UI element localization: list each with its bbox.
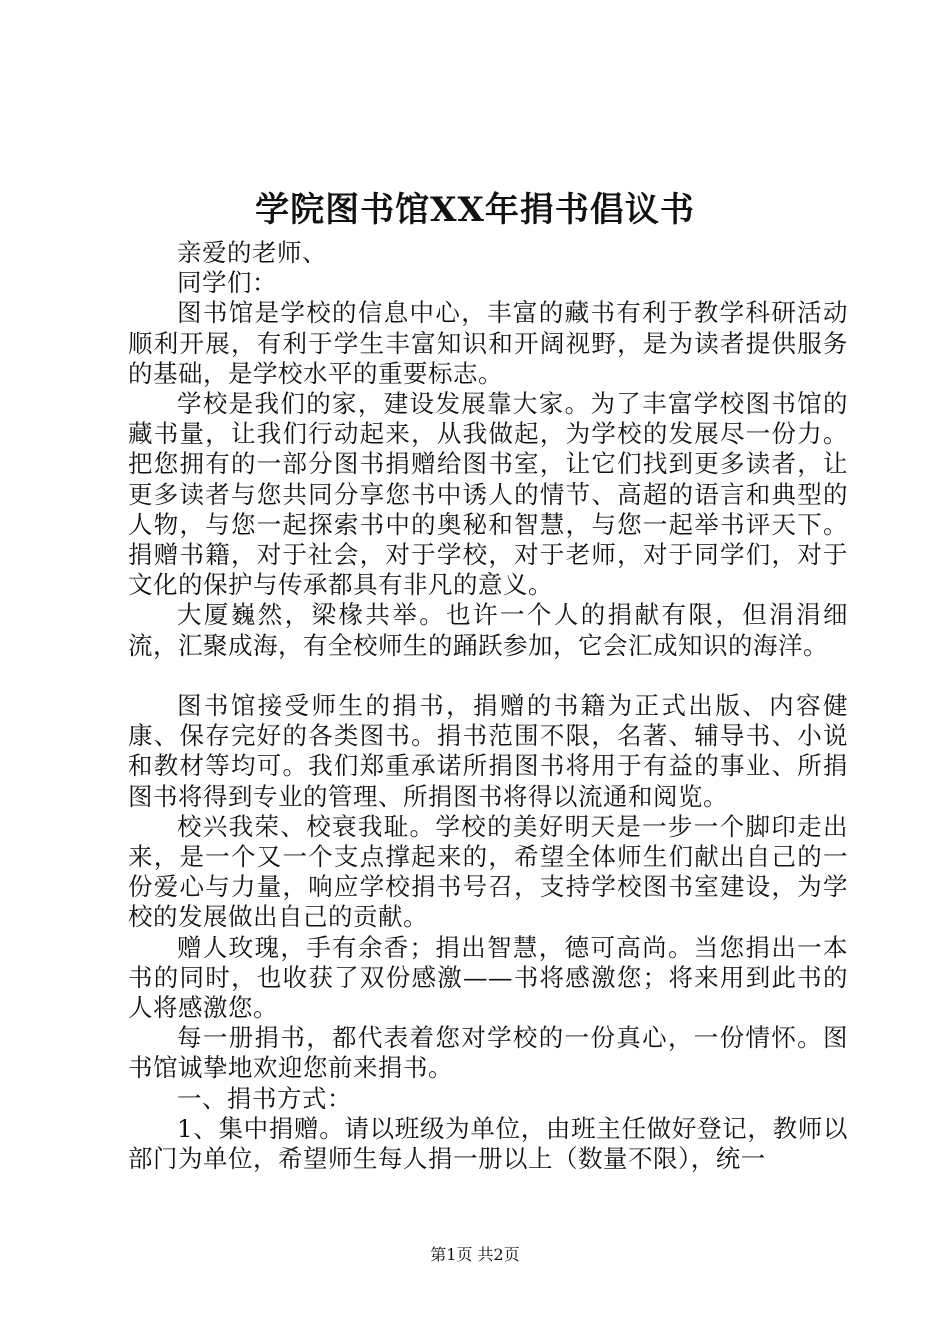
paragraph: 赠人玫瑰，手有余香；捐出智慧，德可高尚。当您捐出一本书的同时，也收获了双份感激——书将感激您；将来用到此书的人将感激您。 bbox=[128, 932, 848, 1023]
paragraph: 图书馆是学校的信息中心，丰富的藏书有利于教学科研活动顺利开展，有利于学生丰富知识和开阔视野，是为读者提供服务的基础，是学校水平的重要标志。 bbox=[128, 298, 848, 388]
salutation-line-1: 亲爱的老师、 bbox=[177, 238, 327, 267]
section-heading: 一、捐书方式： bbox=[177, 1083, 352, 1113]
paragraph: 校兴我荣、校衰我耻。学校的美好明天是一步一个脚印走出来，是一个又一个支点撑起来的，希望全体师生们献出自己的一份爱心与力量，响应学校捐书号召，支持学校图书室建设，为学校的发展做出自己的贡献。 bbox=[128, 811, 848, 932]
paragraph: 大厦巍然，梁椽共举。也许一个人的捐献有限，但涓涓细流，汇聚成海，有全校师生的踊跃参加，它会汇成知识的海洋。 bbox=[128, 600, 848, 660]
page-number: 第1页 共2页 bbox=[430, 1245, 520, 1264]
document-title: 学院图书馆XX年捐书倡议书 bbox=[255, 190, 695, 230]
salutation-line-2: 同学们： bbox=[177, 268, 277, 298]
paragraph: 学校是我们的家，建设发展靠大家。为了丰富学校图书馆的藏书量，让我们行动起来，从我做起，为学校的发展尽一份力。把您拥有的一部分图书捐赠给图书室，让它们找到更多读者，让更多读者与您共同分享您书中诱人的情节、高超的语言和典型的人物，与您一起探索书中的奥秘和智慧，与您一起举书评天下。捐赠书籍，对于社会，对于学校，对于老师，对于同学们，对于文化的保护与传承都具有非凡的意义。 bbox=[128, 389, 848, 600]
paragraph: 每一册捐书，都代表着您对学校的一份真心，一份情怀。图书馆诚挚地欢迎您前来捐书。 bbox=[128, 1023, 848, 1083]
document-body bbox=[128, 238, 848, 1174]
paragraph: 图书馆接受师生的捐书，捐赠的书籍为正式出版、内容健康、保存完好的各类图书。捐书范围不限，名著、辅导书、小说和教材等均可。我们郑重承诺所捐图书将用于有益的事业、所捐图书将得到专业的管理、所捐图书将得以流通和阅览。 bbox=[128, 691, 848, 811]
blank-line bbox=[128, 661, 848, 691]
list-item: 1、集中捐赠。请以班级为单位，由班主任做好登记，教师以部门为单位，希望师生每人捐一册以上（数量不限），统一 bbox=[128, 1113, 848, 1174]
